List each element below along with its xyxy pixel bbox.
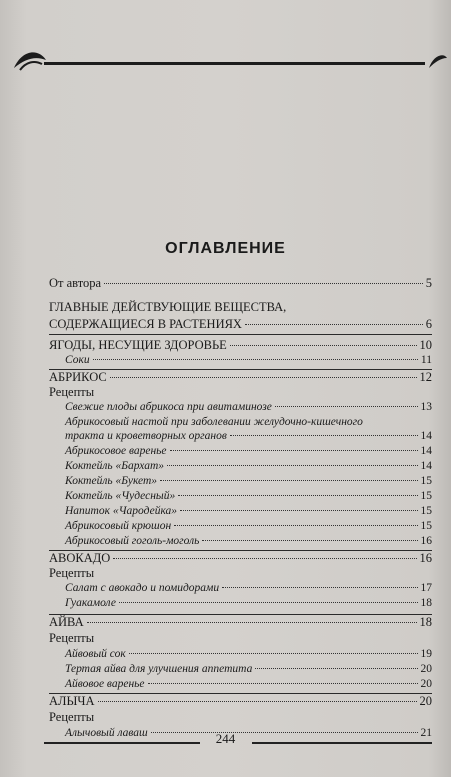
recipes-heading: Рецепты bbox=[49, 631, 95, 645]
toc-entry[interactable]: Соки 11 bbox=[65, 354, 432, 366]
toc-entry[interactable]: Салат с авокадо и помидорами 17 bbox=[65, 582, 432, 594]
leaf-ornament-icon bbox=[12, 46, 48, 77]
page-title: ОГЛАВЛЕНИЕ bbox=[165, 240, 286, 257]
header-rule bbox=[44, 62, 425, 65]
toc-entry[interactable]: Коктейль «Чудесный» 15 bbox=[65, 490, 432, 502]
leaf-ornament-icon bbox=[427, 50, 449, 77]
toc-entry[interactable]: АБРИКОС 12 bbox=[49, 370, 432, 384]
toc-entry[interactable]: Свежие плоды абрикоса при авитаминозе 13 bbox=[65, 401, 432, 413]
toc-entry[interactable]: Абрикосовый крюшон 15 bbox=[65, 520, 432, 532]
toc-entry[interactable]: Абрикосовое варенье 14 bbox=[65, 445, 432, 457]
page-number: 244 bbox=[215, 731, 236, 746]
toc-entry[interactable]: тракта и кроветворных органов 14 bbox=[65, 430, 432, 442]
toc-entry[interactable]: АЛЫЧА 20 bbox=[49, 694, 432, 708]
toc-entry-multiline[interactable]: ГЛАВНЫЕ ДЕЙСТВУЮЩИЕ ВЕЩЕСТВА, bbox=[49, 300, 287, 314]
toc-entry-multiline[interactable]: Абрикосовый настой при заболевании желудочно-кишечного bbox=[65, 416, 363, 428]
toc-entry[interactable]: Айвовое варенье 20 bbox=[65, 678, 432, 690]
toc-entry[interactable]: СОДЕРЖАЩИЕСЯ В РАСТЕНИЯХ 6 bbox=[49, 317, 432, 331]
toc-entry[interactable]: Коктейль «Бархат» 14 bbox=[65, 460, 432, 472]
toc-entry[interactable]: Абрикосовый гоголь-моголь 16 bbox=[65, 535, 432, 547]
footer-rule-right bbox=[252, 742, 432, 744]
toc-entry[interactable]: АЙВА 18 bbox=[49, 615, 432, 629]
toc-entry[interactable]: Гуакамоле 18 bbox=[65, 597, 432, 609]
recipes-heading: Рецепты bbox=[49, 385, 95, 399]
section-divider bbox=[49, 334, 432, 335]
toc-entry[interactable]: Алычовый лаваш 21 bbox=[65, 727, 432, 739]
toc-entry[interactable]: Айвовый сок 19 bbox=[65, 648, 432, 660]
toc-entry[interactable]: Коктейль «Букет» 15 bbox=[65, 475, 432, 487]
toc-entry[interactable]: ЯГОДЫ, НЕСУЩИЕ ЗДОРОВЬЕ 10 bbox=[49, 338, 432, 352]
toc-entry[interactable]: АВОКАДО 16 bbox=[49, 551, 432, 565]
recipes-heading: Рецепты bbox=[49, 710, 95, 724]
toc-entry[interactable]: Напиток «Чародейка» 15 bbox=[65, 505, 432, 517]
toc-entry[interactable]: Тертая айва для улучшения аппетита 20 bbox=[65, 663, 432, 675]
toc-entry[interactable]: От автора 5 bbox=[49, 276, 432, 290]
recipes-heading: Рецепты bbox=[49, 566, 95, 580]
